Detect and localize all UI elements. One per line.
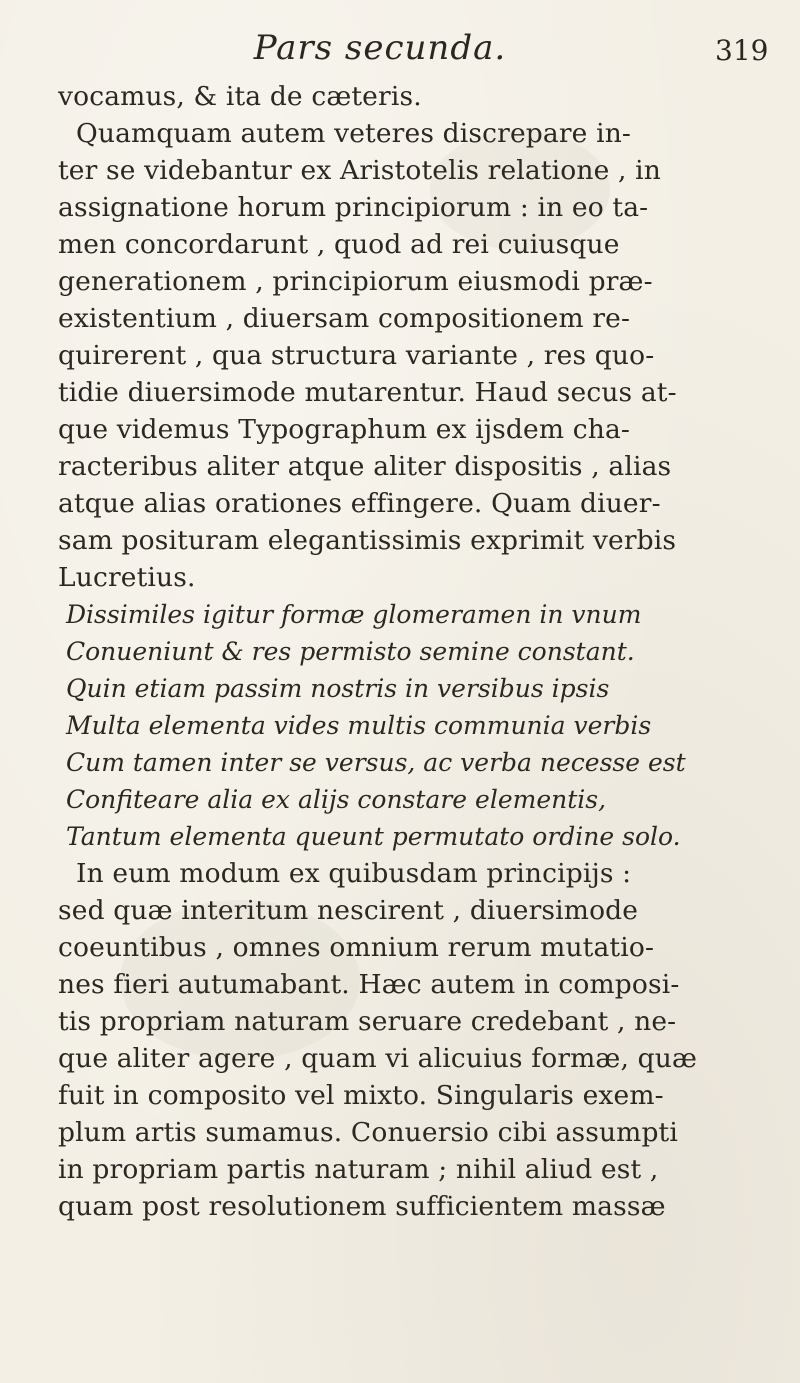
text-line: in propriam partis naturam ; nihil aliud est , — [58, 1154, 659, 1185]
text-line: quam post resolutionem sufficientem massæ — [58, 1191, 666, 1222]
text-line: fuit in composito vel mixto. Singularis exem- — [58, 1080, 664, 1111]
text-line: men concordarunt , quod ad rei cuiusque — [58, 229, 620, 260]
text-line: plum artis sumamus. Conuersio cibi assumpti — [58, 1117, 678, 1148]
text-line: sam posituram elegantissimis exprimit verbis — [58, 525, 677, 556]
text-line: Lucretius. — [58, 562, 196, 593]
verse-line: Tantum elementa queunt permutato ordine solo. — [66, 822, 681, 851]
text-line: existentium , diuersam compositionem re- — [58, 303, 631, 334]
text-line: sed quæ interitum nescirent , diuersimode — [58, 895, 639, 926]
page-number: 319 — [715, 34, 769, 67]
text-line: vocamus, & ita de cæteris. — [58, 81, 422, 112]
text-line: Quamquam autem veteres discrepare in- — [76, 118, 632, 149]
text-line: coeuntibus , omnes omnium rerum mutatio- — [58, 932, 655, 963]
text-line: In eum modum ex quibusdam principijs : — [76, 858, 632, 889]
text-line: racteribus aliter atque aliter dispositis , alias — [58, 451, 672, 482]
text-line: que videmus Typographum ex ijsdem cha- — [58, 414, 630, 445]
text-line: atque alias orationes effingere. Quam diuer- — [58, 488, 661, 519]
page-header — [0, 28, 800, 78]
text-line: que aliter agere , quam vi alicuius formæ, quæ — [58, 1043, 698, 1074]
body-text — [58, 78, 778, 1225]
verse-line: Multa elementa vides multis communia verbis — [66, 711, 652, 740]
text-line: tidie diuersimode mutarentur. Haud secus at- — [58, 377, 677, 408]
text-line: quirerent , qua structura variante , res quo- — [58, 340, 655, 371]
verse-line: Quin etiam passim nostris in versibus ipsis — [66, 674, 610, 703]
text-line: ter se videbantur ex Aristotelis relatione , in — [58, 155, 662, 186]
running-head: Pars secunda. — [253, 28, 507, 68]
text-line: assignatione horum principiorum : in eo ta- — [58, 192, 649, 223]
verse-line: Conueniunt & res permisto semine constant. — [66, 637, 635, 666]
text-line: generationem , principiorum eiusmodi præ- — [58, 266, 653, 297]
verse-line: Dissimiles igitur formæ glomeramen in vnum — [66, 600, 642, 629]
text-line: tis propriam naturam seruare credebant , ne- — [58, 1006, 677, 1037]
verse-line: Cum tamen inter se versus, ac verba necesse est — [66, 748, 686, 777]
verse-line: Confiteare alia ex alijs constare elementis, — [66, 785, 607, 814]
text-line: nes fieri autumabant. Hæc autem in composi- — [58, 969, 680, 1000]
